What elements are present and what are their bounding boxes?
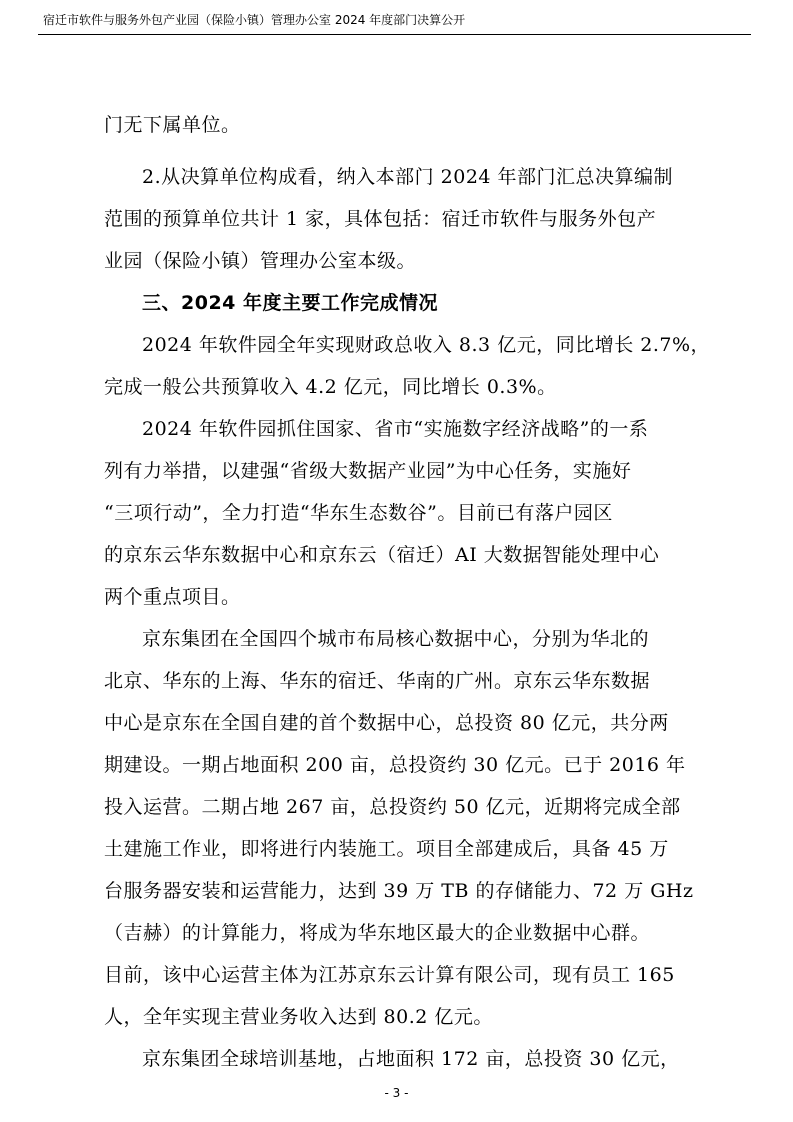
- paragraph-line: “三项行动”，全力打造“华东生态数谷”。目前已有落户园区: [104, 502, 613, 524]
- paragraph-line: 目前，该中心运营主体为江苏京东云计算有限公司，现有员工 165: [104, 964, 675, 986]
- paragraph-line: 台服务器安装和运营能力，达到 39 万 TB 的存储能力、72 万 GHz: [104, 880, 694, 902]
- paragraph-line: 投入运营。二期占地 267 亩，总投资约 50 亿元，近期将完成全部: [104, 796, 681, 818]
- paragraph-line: 2024 年软件园全年实现财政总收入 8.3 亿元，同比增长 2.7%，: [142, 334, 710, 356]
- running-header: 宿迁市软件与服务外包产业园（保险小镇）管理办公室 2024 年度部门决算公开: [43, 13, 466, 27]
- paragraph-line: 的京东云华东数据中心和京东云（宿迁）AI 大数据智能处理中心: [104, 544, 660, 566]
- paragraph-line: 2.从决算单位构成看，纳入本部门 2024 年部门汇总决算编制: [142, 166, 674, 188]
- paragraph-line: （吉赫）的计算能力，将成为华东地区最大的企业数据中心群。: [104, 922, 651, 944]
- paragraph-line: 土建施工作业，即将进行内装施工。项目全部建成后，具备 45 万: [104, 838, 669, 860]
- paragraph-line: 京东集团全球培训基地，占地面积 172 亩，总投资 30 亿元，: [142, 1048, 680, 1070]
- paragraph-line: 完成一般公共预算收入 4.2 亿元，同比增长 0.3%。: [104, 376, 557, 398]
- document-body: [104, 104, 710, 1080]
- paragraph-line: 两个重点项目。: [104, 586, 241, 608]
- section-heading: 三、2024 年度主要工作完成情况: [142, 292, 438, 314]
- paragraph-line: 期建设。一期占地面积 200 亩，总投资约 30 亿元。已于 2016 年: [104, 754, 686, 776]
- paragraph-line: 门无下属单位。: [104, 114, 241, 136]
- header-rule: [38, 34, 751, 35]
- paragraph-line: 范围的预算单位共计 1 家，具体包括：宿迁市软件与服务外包产: [104, 208, 657, 230]
- paragraph-line: 2024 年软件园抓住国家、省市“实施数字经济战略”的一系: [142, 418, 649, 440]
- paragraph-line: 中心是京东在全国自建的首个数据中心，总投资 80 亿元，共分两: [104, 712, 669, 734]
- paragraph-line: 列有力举措，以建强“省级大数据产业园”为中心任务，实施好: [104, 460, 632, 482]
- paragraph-line: 业园（保险小镇）管理办公室本级。: [104, 250, 417, 272]
- page-number: - 3 -: [384, 1086, 409, 1100]
- paragraph-line: 北京、华东的上海、华东的宿迁、华南的广州。京东云华东数据: [104, 670, 651, 692]
- paragraph-line: 人，全年实现主营业务收入达到 80.2 亿元。: [104, 1006, 493, 1028]
- paragraph-line: 京东集团在全国四个城市布局核心数据中心，分别为华北的: [142, 628, 650, 650]
